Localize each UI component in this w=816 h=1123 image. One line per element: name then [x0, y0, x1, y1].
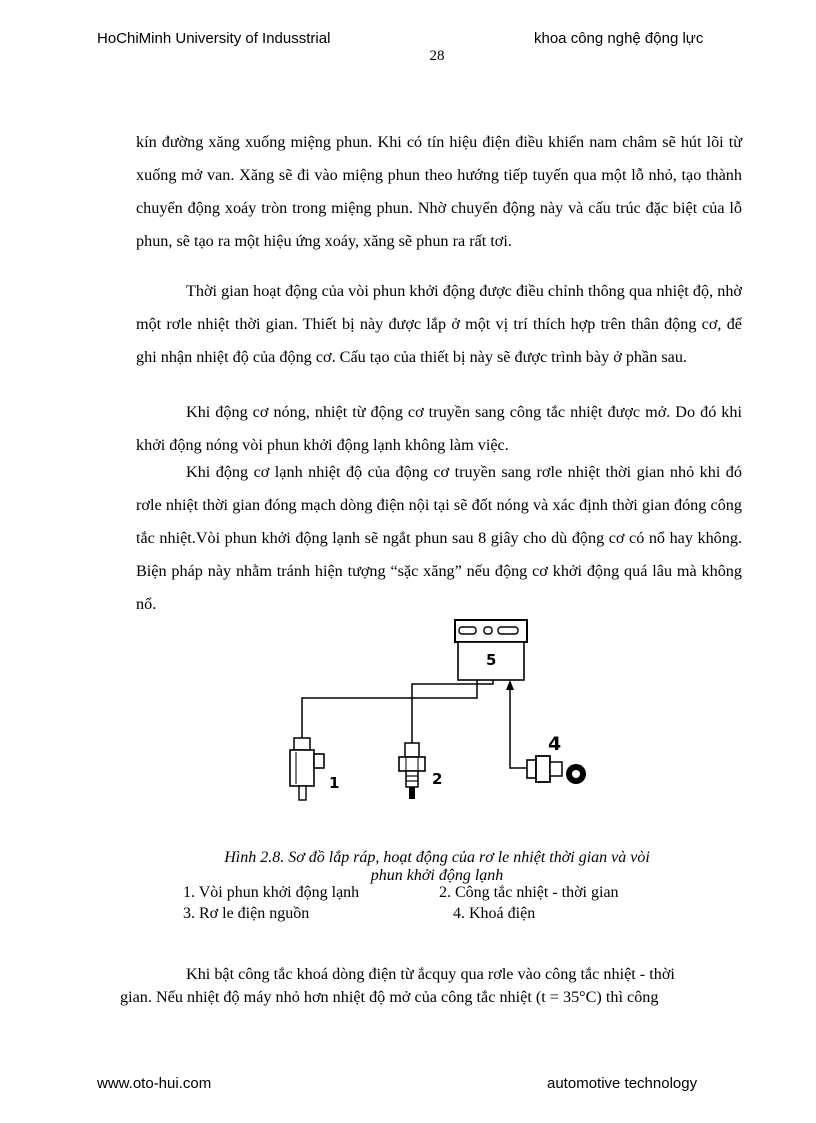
- footer-left: www.oto-hui.com: [97, 1075, 212, 1092]
- footer-right: automotive technology: [547, 1075, 698, 1092]
- header-left: HoChiMinh University of Indusstrial: [97, 30, 331, 47]
- wire-arrow: [506, 680, 514, 690]
- paragraph-2: Thời gian hoạt động của vòi phun khởi động được điều chỉnh thông qua nhiệt độ, nhờ một rơle nhiệt thời gian. Thiết bị này được lắp ở một vị trí thích hợp trên thân động cơ, để ghi nhận nhiệt độ của động cơ. Cấu tạo của thiết bị này sẽ được trình bày ở phần sau.: [136, 282, 742, 366]
- legend-item-4: 4. Khoá điện: [453, 905, 536, 922]
- paragraph-5-line1: Khi bật công tắc khoá dòng điện từ ắcquy qua rơle vào công tắc nhiệt - thời: [186, 965, 675, 983]
- relay-wiring-diagram: [270, 612, 610, 834]
- header-right: khoa công nghệ động lực: [534, 30, 704, 47]
- legend-item-1: 1. Vòi phun khởi động lạnh: [183, 884, 360, 901]
- cold-start-injector: [290, 738, 339, 800]
- relay-box: [455, 620, 527, 680]
- page-number: 28: [429, 48, 445, 64]
- paragraph-4: Khi động cơ lạnh nhiệt độ của động cơ truyền sang rơle nhiệt thời gian nhỏ khi đó rơle nhiệt thời gian đóng mạch dòng điện nội tại sẽ đốt nóng và xác định thời gian đóng công tắc nhiệt.Vòi phun khởi động lạnh sẽ ngắt phun sau 8 giây cho dù động cơ có nổ hay không. Biện pháp này nhằm tránh hiện tượng “sặc xăng” nếu động cơ khởi động quá lâu mà không nổ.: [136, 463, 742, 613]
- label-1: 1: [329, 774, 340, 792]
- label-2: 2: [432, 770, 443, 788]
- ignition-switch: [527, 733, 586, 784]
- label-5: 5: [486, 651, 497, 669]
- label-4: 4: [548, 733, 562, 755]
- paragraph-5-line2: gian. Nếu nhiệt độ máy nhỏ hơn nhiệt độ mở của công tắc nhiệt (t = 35°C) thì công: [120, 988, 659, 1006]
- figure-caption-line2: phun khởi động lạnh: [370, 867, 504, 884]
- paragraph-3: Khi động cơ nóng, nhiệt từ động cơ truyền sang công tắc nhiệt được mở. Do đó khi khởi động nóng vòi phun khởi động lạnh không làm việc.: [136, 403, 742, 454]
- figure-caption-line1: Hình 2.8. Sơ đồ lắp ráp, hoạt động của rơ le nhiệt thời gian và vòi: [224, 849, 650, 866]
- thermo-time-switch: [399, 743, 442, 799]
- legend-item-3: 3. Rơ le điện nguồn: [183, 905, 310, 922]
- paragraph-1: kín đường xăng xuống miệng phun. Khi có tín hiệu điện điều khiển nam châm sẽ hút lõi từ xuống mở van. Xăng sẽ đi vào miệng phun theo hướng tiếp tuyến qua một lỗ nhỏ, tạo thành chuyển động xoáy tròn trong miệng phun. Nhờ chuyển động này và cấu trúc đặc biệt của lỗ phun, sẽ tạo ra một hiệu ứng xoáy, xăng sẽ phun ra rất tơi.: [136, 133, 742, 250]
- legend-item-2: 2. Công tắc nhiệt - thời gian: [439, 884, 619, 901]
